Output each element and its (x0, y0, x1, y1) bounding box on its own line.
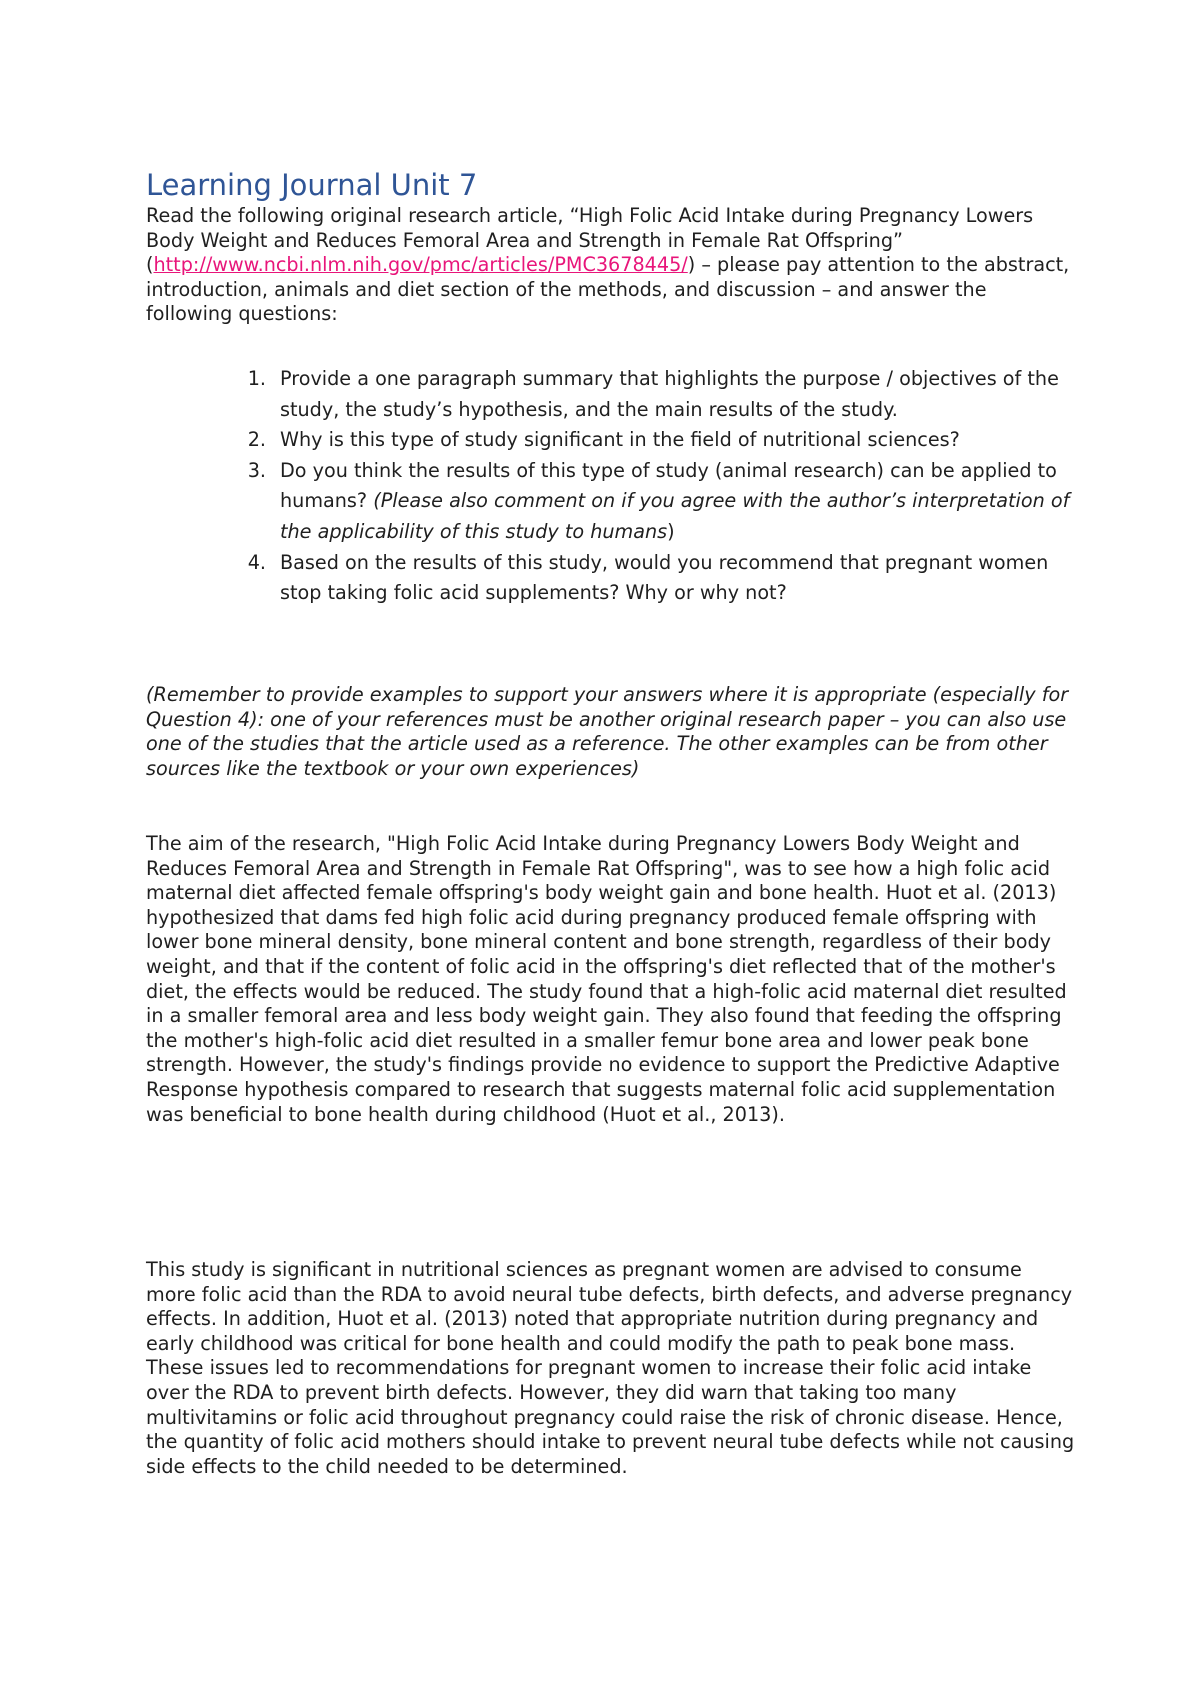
intro-text-before-link: Read the following original research article, “High Folic Acid Intake during Pregnancy Lowers Body Weight and Reduces Femoral Area and Strength in Female Rat Offspring” ( (146, 204, 1034, 277)
question-tail: ) (667, 519, 675, 543)
document-content (146, 168, 1076, 1478)
question-text: Why is this type of study significant in the field of nutritional sciences? (280, 428, 960, 452)
question-number: 4. (247, 550, 266, 574)
question-item (236, 364, 1076, 425)
question-item (236, 548, 1076, 609)
answer-paragraph-2: This study is significant in nutritional sciences as pregnant women are advised to consume more folic acid than the RDA to avoid neural tube defects, birth defects, and adverse pregnancy effects. In addition, Huot et al. (2013) noted that appropriate nutrition during pregnancy and early childhood was critical for bone health and could modify the path to peak bone mass. These issues led to recommendations for pregnant women to increase their folic acid intake over the RDA to prevent birth defects. However, they did warn that taking too many multivitamins or folic acid throughout pregnancy could raise the risk of chronic disease. Hence, the quantity of folic acid mothers should intake to prevent neural tube defects while not causing side effects to the child needed to be determined. (146, 1258, 1075, 1478)
intro-paragraph (146, 204, 1076, 327)
question-text: Do you think the results of this type of study (animal research) can be applied to humans? (280, 458, 1057, 513)
question-italic-note: (Please also comment on if you agree with the author’s interpretation of the applicability of this study to humans (280, 489, 1070, 543)
question-number: 2. (247, 428, 266, 452)
question-item (236, 425, 1076, 456)
question-number: 3. (247, 458, 266, 482)
question-list (236, 364, 1076, 609)
question-number: 1. (247, 367, 266, 390)
question-text: Based on the results of this study, would you recommend that pregnant women stop taking folic acid supplements? Why or why not? (280, 550, 1049, 605)
instruction-note: (Remember to provide examples to support your answers where it is appropriate (especially for Question 4): one of your references must be another original research paper – you can also use one of the studies that the article used as a reference. The other examples can be from other sources like the textbook or your own experiences) (146, 683, 1069, 780)
article-link[interactable]: http://www.ncbi.nlm.nih.gov/pmc/articles/PMC3678445/ (153, 253, 688, 277)
intro-text-after-link: ) – please pay attention to the abstract, introduction, animals and diet section of the methods, and discussion – and answer the following questions: (146, 253, 1070, 326)
question-text: Provide a one paragraph summary that highlights the purpose / objectives of the study, the study’s hypothesis, and the main results of the study. (280, 367, 1059, 421)
question-item (236, 456, 1076, 548)
answer-paragraph-1: The aim of the research, "High Folic Acid Intake during Pregnancy Lowers Body Weight and Reduces Femoral Area and Strength in Female Rat Offspring", was to see how a high folic acid maternal diet affected female offspring's body weight gain and bone health. Huot et al. (2013) hypothesized that dams fed high folic acid during pregnancy produced female offspring with lower bone mineral density, bone mineral content and bone strength, regardless of their body weight, and that if the content of folic acid in the offspring's diet reflected that of the mother's diet, the effects would be reduced. The study found that a high-folic acid maternal diet resulted in a smaller femoral area and less body weight gain. They also found that feeding the offspring the mother's high-folic acid diet resulted in a smaller femur bone area and lower peak bone strength. However, the study's findings provide no evidence to support the Predictive Adaptive Response hypothesis compared to research that suggests maternal folic acid supplementation was beneficial to bone health during childhood (Huot et al., 2013). (146, 832, 1067, 1126)
page-title: Learning Journal Unit 7 (146, 168, 478, 202)
